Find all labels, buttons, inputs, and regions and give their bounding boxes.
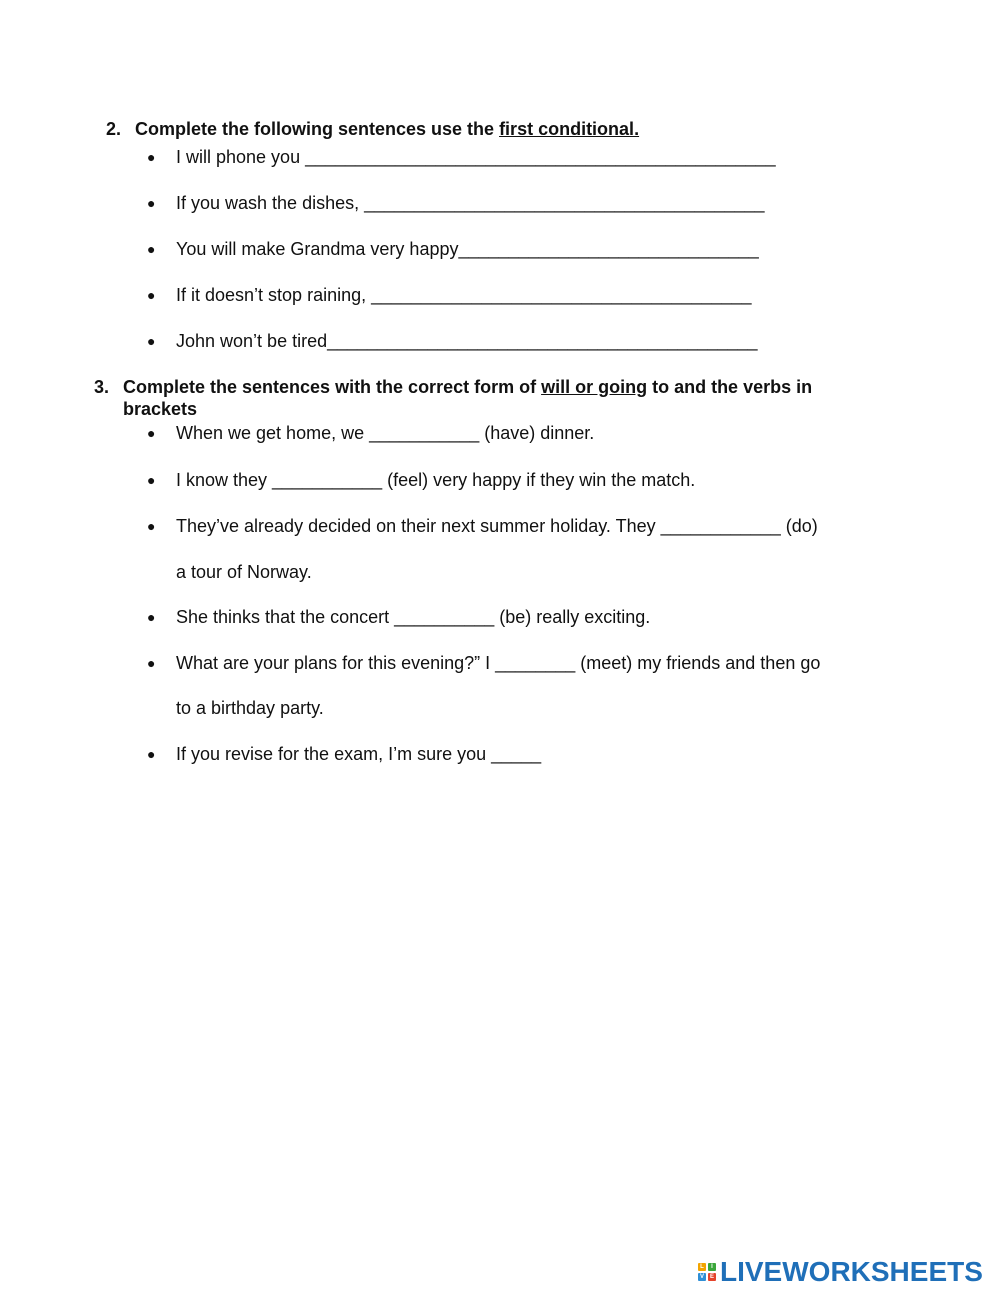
bullet-icon: ● — [147, 333, 156, 349]
sentence-text: They’ve already decided on their next summer holiday. They ____________ (do) — [176, 516, 818, 536]
question-3-emphasis: will or going — [541, 377, 648, 397]
bullet-icon: ● — [147, 472, 156, 488]
question-3-prompt-line2: brackets — [123, 399, 198, 419]
question-3-prompt: Complete the sentences with the correct form of — [123, 377, 542, 397]
logo-tiles-icon — [698, 1263, 716, 1281]
bullet-icon: ● — [147, 655, 156, 671]
bullet-icon: ● — [147, 195, 156, 211]
logo-text: LIVEWORKSHEETS — [720, 1256, 983, 1287]
question-3-prompt-end: to and the verbs in — [647, 377, 813, 397]
question-2-prompt: Complete the following sentences use the — [135, 119, 500, 139]
sentence-text: You will make Grandma very happy______________________________ — [176, 239, 759, 259]
sentence-text: When we get home, we ___________ (have) dinner. — [176, 423, 595, 443]
sentence-text: If you wash the dishes, ________________________________________ — [176, 193, 765, 213]
sentence-continuation: a tour of Norway. — [176, 562, 312, 582]
bullet-icon: ● — [147, 609, 156, 625]
sentence-text: I know they ___________ (feel) very happy if they win the match. — [176, 470, 696, 490]
liveworksheets-logo — [698, 1257, 983, 1287]
bullet-icon: ● — [147, 518, 156, 534]
logo-tile: L — [698, 1263, 706, 1271]
question-3-heading — [94, 376, 894, 422]
question-2-emphasis: first conditional. — [499, 119, 640, 139]
logo-tile: E — [709, 1274, 714, 1280]
bullet-icon: ● — [147, 241, 156, 257]
logo-tile: I — [708, 1263, 716, 1271]
bullet-icon: ● — [147, 746, 156, 762]
sentence-text: If you revise for the exam, I’m sure you _____ — [176, 744, 542, 764]
sentence-text: John won’t be tired___________________________________________ — [176, 331, 758, 351]
sentence-continuation: to a birthday party. — [176, 698, 324, 718]
question-3-number: 3. — [94, 377, 110, 397]
bullet-icon: ● — [147, 149, 156, 165]
bullet-icon: ● — [147, 425, 156, 441]
sentence-text: I will phone you _______________________________________________ — [176, 147, 776, 167]
bullet-icon: ● — [147, 287, 156, 303]
sentence-text: If it doesn’t stop raining, ______________________________________ — [176, 285, 752, 305]
logo-tile: V — [699, 1274, 704, 1280]
sentence-text: She thinks that the concert __________ (be) really exciting. — [176, 607, 651, 627]
question-2-number: 2. — [106, 119, 122, 139]
sentence-text: What are your plans for this evening?” I ________ (meet) my friends and then go — [176, 653, 821, 673]
